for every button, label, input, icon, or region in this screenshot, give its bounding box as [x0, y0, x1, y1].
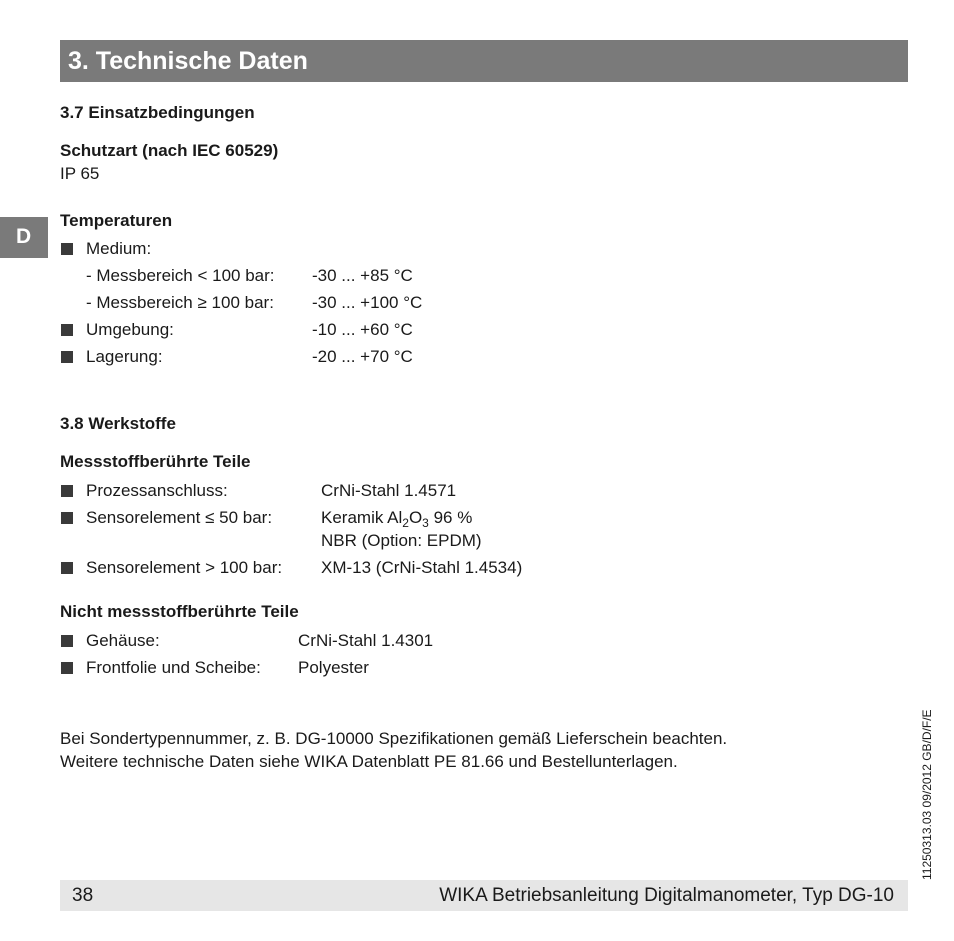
bullet-icon — [61, 351, 73, 363]
bullet-icon — [61, 562, 73, 574]
storage-value: -20 ... +70 °C — [312, 347, 413, 366]
bullet-icon — [61, 485, 73, 497]
protection-value: IP 65 — [60, 164, 100, 183]
page-number: 38 — [72, 885, 94, 906]
language-tab-label: D — [16, 225, 32, 248]
note-line-1: Bei Sondertypennummer, z. B. DG-10000 Spezifikationen gemäß Lieferschein beachten. — [60, 729, 728, 748]
front-film-label: Frontfolie und Scheibe: — [86, 658, 261, 677]
range-lt-label: - Messbereich < 100 bar: — [86, 266, 275, 285]
sensor-100-label: Sensorelement > 100 bar: — [86, 558, 283, 577]
case-value: CrNi-Stahl 1.4301 — [298, 631, 434, 650]
sensor-50-value: Keramik $Al_2O_3$ 96 % — [321, 508, 473, 530]
process-connection-value: CrNi-Stahl 1.4571 — [321, 481, 457, 500]
bullet-icon — [61, 324, 73, 336]
process-connection-label: Prozessanschluss: — [86, 481, 228, 500]
case-label: Gehäuse: — [86, 631, 160, 650]
range-lt-value: -30 ... +85 °C — [312, 266, 413, 285]
sensor-50-value-option: NBR (Option: EPDM) — [321, 531, 482, 550]
section-heading-3-8: 3.8 Werkstoffe — [60, 414, 176, 433]
protection-label: Schutzart (nach IEC 60529) — [60, 141, 279, 160]
section-header-bar — [60, 40, 908, 82]
front-film-value: Polyester — [298, 658, 369, 677]
document-id-note: 11250313.03 09/2012 GB/D/F/E — [920, 709, 934, 880]
range-ge-label: - Messbereich ≥ 100 bar: — [86, 293, 274, 312]
section-heading-3-7: 3.7 Einsatzbedingungen — [60, 103, 255, 122]
non-wetted-parts-label: Nicht messstoffberührte Teile — [60, 602, 299, 621]
language-tab — [0, 217, 48, 258]
medium-label: Medium: — [86, 239, 152, 258]
bullet-icon — [61, 243, 73, 255]
temperatures-label: Temperaturen — [60, 211, 173, 230]
storage-label: Lagerung: — [86, 347, 163, 366]
range-ge-value: -30 ... +100 °C — [312, 293, 423, 312]
bullet-icon — [61, 662, 73, 674]
footer-title: WIKA Betriebsanleitung Digitalmanometer, Typ DG-10 — [439, 885, 894, 906]
page-title: 3. Technische Daten — [68, 47, 308, 75]
sensor-100-value: XM-13 (CrNi-Stahl 1.4534) — [321, 558, 523, 577]
wetted-parts-label: Messstoffberührte Teile — [60, 452, 251, 471]
footer-bar — [60, 880, 908, 911]
ambient-label: Umgebung: — [86, 320, 174, 339]
ambient-value: -10 ... +60 °C — [312, 320, 413, 339]
bullet-icon — [61, 512, 73, 524]
bullet-icon — [61, 635, 73, 647]
note-line-2: Weitere technische Daten siehe WIKA Datenblatt PE 81.66 und Bestellunterlagen. — [60, 752, 678, 771]
sensor-50-label: Sensorelement ≤ 50 bar: — [86, 508, 273, 527]
